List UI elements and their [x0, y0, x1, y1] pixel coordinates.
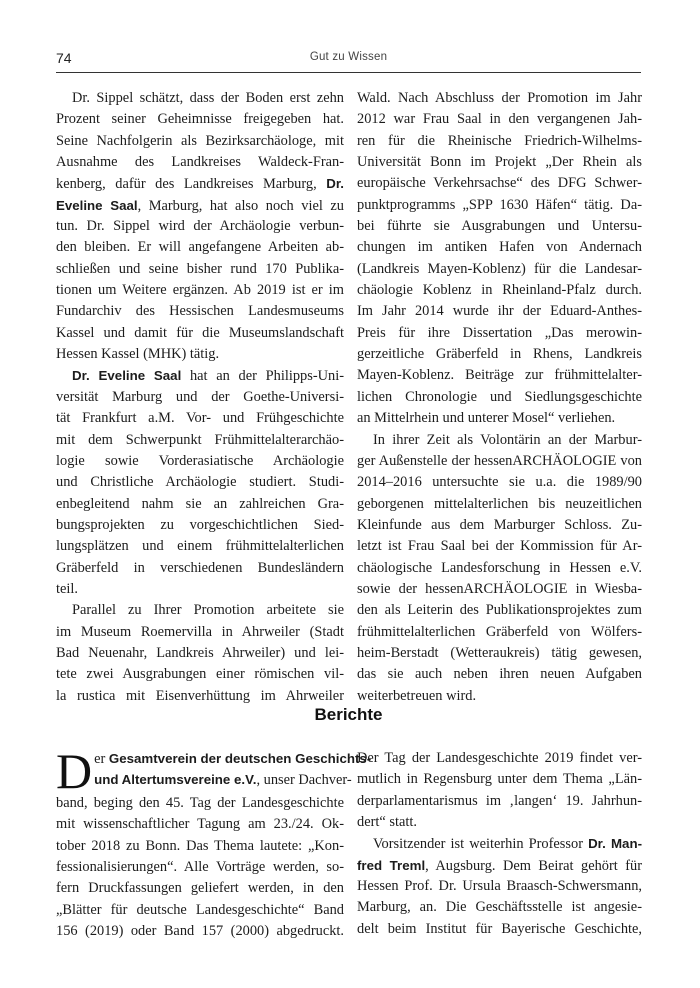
- text-line: [56, 857, 344, 878]
- text-line: [357, 131, 642, 152]
- bold-name: Dr.: [326, 176, 344, 192]
- text-run: punktprogramms „SPP 1630 Häfen“ tätig. Da-: [357, 196, 642, 213]
- berichte-left-body: [56, 793, 344, 942]
- text-line: [56, 195, 344, 216]
- text-line: [357, 430, 642, 451]
- text-line: [357, 600, 642, 621]
- text-line: [56, 921, 344, 942]
- text-line: [357, 579, 642, 600]
- text-run: tät Frankfurt a.M. Vor- und Frühgeschichte: [56, 410, 344, 427]
- text-run: delt beim Institut für Bayerische Geschichte,: [357, 920, 642, 937]
- text-line: [56, 836, 344, 857]
- text-line: [56, 793, 344, 814]
- text-run: band, beging den 45. Tag der Landesgeschichte: [56, 795, 344, 811]
- text-line: [357, 812, 642, 833]
- text-line: [56, 643, 344, 664]
- text-line: [56, 131, 344, 152]
- text-run: versität Marburg und der Goethe-Universi-: [56, 388, 344, 405]
- text-run: er: [94, 751, 109, 767]
- text-line: [56, 237, 344, 258]
- text-run: europäische Verkehrsachse“ des DFG Schwer-: [357, 175, 642, 192]
- text-line: [56, 664, 344, 685]
- text-line: [357, 259, 642, 280]
- text-run: heim-Berstadt (Wetteraukreis) tätig gewesen,: [357, 644, 642, 661]
- text-line: [357, 515, 642, 536]
- text-line: [56, 301, 344, 322]
- text-line: [357, 919, 642, 940]
- text-line: [357, 365, 642, 386]
- text-run: ren für die Rheinische Friedrich-Wilhelms-: [357, 132, 642, 149]
- text-run: chungen im antiken Hafen von Andernach: [357, 239, 642, 256]
- text-line: [56, 259, 344, 280]
- text-run: Kassel und damit für die Museumslandschaft: [56, 324, 344, 341]
- text-line: [56, 344, 344, 365]
- text-run: Bad Neuenahr, Landkreis Ahrweiler) und lei-: [56, 644, 344, 661]
- text-line: [357, 558, 642, 579]
- text-line: [56, 430, 344, 451]
- text-run: teil.: [56, 580, 78, 597]
- text-run: hat an der Philipps-Uni-: [181, 368, 344, 385]
- text-run: Parallel zu Ihrer Promotion arbeitete sie: [72, 602, 344, 619]
- text-line: [56, 152, 344, 173]
- text-run: im Museum Roemervilla in Ahrweiler (Stadt: [56, 623, 344, 640]
- text-line: [56, 472, 344, 493]
- bold-name: und Altertumsvereine e.V.: [94, 772, 257, 788]
- text-run: enbegleitend nahm sie an zahlreichen Gra-: [56, 495, 344, 512]
- text-line: [56, 600, 344, 621]
- text-line: [357, 855, 642, 876]
- text-line: [56, 173, 344, 194]
- bold-name: Dr. Eveline Saal: [72, 368, 182, 384]
- text-run: Ausnahme des Landkreises Waldeck-Fran-: [56, 154, 344, 171]
- text-run: den als Leiterin des Publikationsprojektes zum: [357, 602, 642, 619]
- text-line: [56, 748, 372, 769]
- text-line: [357, 769, 642, 790]
- text-run: Kleinfunde aus dem Marburger Schloss. Zu-: [357, 516, 642, 533]
- text-run: Hessen Prof. Dr. Ursula Braasch-Schwersmann,: [357, 878, 642, 895]
- text-run: tober 2018 zu Bonn. Das Thema lautete: „Kon-: [56, 837, 344, 854]
- text-line: [357, 344, 642, 365]
- text-line: [357, 472, 642, 493]
- text-line: [357, 387, 642, 408]
- text-line: [357, 748, 642, 769]
- text-line: [56, 451, 344, 472]
- text-line: [357, 280, 642, 301]
- text-run: Vorsitzender ist weiterhin Professor: [373, 836, 589, 853]
- text-line: [357, 833, 642, 854]
- text-run: Prozent seiner Geheimnisse freigegeben hat.: [56, 111, 344, 128]
- text-run: fessionalisierungen“. Alle Vorträge werden, so-: [56, 859, 344, 876]
- text-line: [56, 365, 344, 386]
- page-number: 74: [56, 50, 72, 66]
- text-run: sowie der hessenARCHÄOLOGIE in Wiesba-: [357, 580, 642, 597]
- section-heading-berichte: Berichte: [314, 705, 383, 724]
- text-line: [56, 579, 344, 600]
- bold-name: Gesamtverein der deutschen Geschichts-: [108, 751, 372, 766]
- text-line: [357, 897, 642, 918]
- berichte-right-column: [357, 748, 642, 940]
- text-run: geborgenen mittelalterlichen bis neuzeitlichen: [357, 495, 642, 512]
- text-run: 2014–2016 untersuchte sie u.a. die 1989/90: [357, 474, 642, 491]
- text-run: tete zwei Ausgrabungen einer römischen vil-: [56, 666, 344, 683]
- text-line: [56, 686, 344, 707]
- text-line: [56, 900, 344, 921]
- text-line: [357, 237, 642, 258]
- text-run: (Landkreis Mayen-Koblenz) für die Landesar-: [357, 260, 642, 277]
- text-run: Marburg, an. Die Geschäftsstelle ist angesie-: [357, 899, 642, 916]
- text-line: [357, 622, 642, 643]
- section-title: Gut zu Wissen: [309, 51, 388, 63]
- text-run: das sie auch neben ihren neuen Aufgaben: [357, 666, 642, 683]
- text-run: Hessen Kassel (MHK) tätig.: [56, 346, 220, 363]
- text-run: dert“ statt.: [357, 814, 417, 831]
- text-run: , Marburg, hat also noch viel zu: [137, 197, 344, 214]
- text-run: fern Druckfassungen geliefert werden, in den: [56, 880, 344, 897]
- text-run: gerzeitliche Gräberfeld in Rhens, Landkreis: [357, 346, 642, 363]
- bold-name: fred Treml: [357, 857, 426, 873]
- text-line: [56, 88, 344, 109]
- text-line: [56, 558, 344, 579]
- text-run: In ihrer Zeit als Volontärin an der Marbur-: [373, 431, 642, 448]
- text-run: letzt ist Frau Saal bei der Kommission für Ar-: [357, 538, 642, 555]
- text-run: , Augsburg. Dem Beirat gehört für: [425, 857, 642, 874]
- text-run: Im Jahr 2014 wurde ihr der Eduard-Anthes-: [357, 303, 642, 320]
- text-run: derparlamentarismus im ‚langen‘ 19. Jahrhun-: [357, 792, 642, 809]
- text-line: [56, 387, 344, 408]
- text-line: [56, 408, 344, 429]
- text-line: [357, 216, 642, 237]
- text-run: ger Außenstelle der hessenARCHÄOLOGIE von: [357, 452, 642, 469]
- text-line: [357, 408, 642, 429]
- text-run: Der Tag der Landesgeschichte 2019 findet ver-: [357, 750, 642, 766]
- text-line: [357, 173, 642, 194]
- text-run: la rustica mit Eisenverhüttung im Ahrweiler: [56, 687, 344, 704]
- text-run: Fundarchiv des Hessischen Landesmuseums: [56, 303, 344, 320]
- text-run: bungsprojekten zu vorgeschichtlichen Sied-: [56, 516, 344, 533]
- text-line: [56, 323, 344, 344]
- text-run: bei führte sie Ausgrabungen und Untersu-: [357, 218, 642, 235]
- text-line: [56, 494, 344, 515]
- text-run: Gräberfeld in verschiedenen Bundesländern: [56, 559, 344, 576]
- berichte-left-column: [56, 743, 372, 942]
- text-line: [357, 301, 642, 322]
- text-run: schließen und seine bisher rund 170 Publika-: [56, 260, 344, 277]
- text-line: [357, 791, 642, 812]
- text-run: Seine Nachfolgerin als Bezirksarchäologe, mit: [56, 132, 344, 149]
- text-run: Universität Bonn im Projekt „Der Rhein als: [357, 154, 642, 171]
- text-line: [56, 878, 344, 899]
- text-line: [357, 536, 642, 557]
- text-line: [56, 536, 344, 557]
- text-run: tionen um Weitere ergänzen. Ab 2019 ist er im: [56, 282, 344, 299]
- bold-name: Eveline Saal: [56, 197, 138, 213]
- text-run: , unser Dachver-: [256, 772, 352, 789]
- text-run: chäologie Koblenz in Rheinland-Pfalz durch.: [357, 282, 642, 299]
- text-run: frühmittelalterlichen Gräberfeld von Wölfers-: [357, 623, 642, 640]
- text-run: „Blätter für deutsche Landesgeschichte“ Band: [56, 901, 344, 918]
- text-line: [357, 109, 642, 130]
- text-line: [56, 109, 344, 130]
- dropcap-lines: [56, 743, 372, 799]
- text-run: Dr. Sippel schätzt, dass der Boden erst zehn: [72, 90, 344, 106]
- text-run: mutlich in Regensburg unter dem Thema „Län-: [357, 771, 642, 788]
- text-run: und Christliche Archäologie studiert. Studi-: [56, 474, 344, 491]
- text-run: Mayen-Koblenz. Beiträge zur frühmittelalter-: [357, 367, 642, 384]
- text-line: [56, 814, 344, 835]
- running-header: [56, 50, 641, 73]
- text-line: [357, 88, 642, 109]
- text-run: mit wissenschaftlicher Tagung am 23./24. Ok-: [56, 816, 344, 833]
- text-line: [357, 876, 642, 897]
- text-run: den bleiben. Er will angefangene Arbeiten ab-: [56, 239, 344, 256]
- text-run: logie sowie Vorderasiatische Archäologie: [56, 452, 344, 469]
- text-line: [56, 769, 352, 790]
- text-line: [357, 686, 642, 707]
- text-line: [56, 280, 344, 301]
- text-line: [357, 195, 642, 216]
- text-line: [357, 494, 642, 515]
- text-run: mit dem Schwerpunkt Frühmittelalterarchäo-: [56, 431, 344, 448]
- text-line: [357, 451, 642, 472]
- text-run: Wald. Nach Abschluss der Promotion im Jahr: [357, 90, 642, 106]
- text-line: [357, 323, 642, 344]
- text-line: [56, 216, 344, 237]
- text-run: chäologische Landesforschung in Hessen e.V.: [357, 559, 642, 576]
- bold-name: Dr. Man-: [588, 836, 642, 852]
- text-run: tun. Dr. Sippel wird der Archäologie verbun-: [56, 218, 344, 235]
- text-line: [357, 152, 642, 173]
- text-run: kenberg, dafür des Landkreises Marburg,: [56, 176, 327, 193]
- text-run: lungsplätzen und einem frühmittelalterlichen: [56, 538, 344, 555]
- text-run: weiterbetreuen wird.: [357, 687, 477, 704]
- text-run: 2012 war Frau Saal in den vergangenen Jah-: [357, 111, 642, 128]
- article-right-column: [357, 88, 642, 707]
- text-line: [56, 515, 344, 536]
- drop-cap: D: [56, 743, 93, 799]
- text-line: [357, 664, 642, 685]
- text-run: lichen Chronologie und Siedlungsgeschichte: [357, 388, 642, 405]
- text-run: an Mittelrhein und unterer Mosel“ verliehen.: [357, 410, 616, 427]
- text-run: Preis für ihre Dissertation „Das merowin-: [357, 324, 642, 341]
- text-line: [56, 622, 344, 643]
- article-left-column: [56, 88, 344, 707]
- text-line: [357, 643, 642, 664]
- text-run: 156 (2019) oder Band 157 (2000) abgedruckt.: [56, 923, 344, 940]
